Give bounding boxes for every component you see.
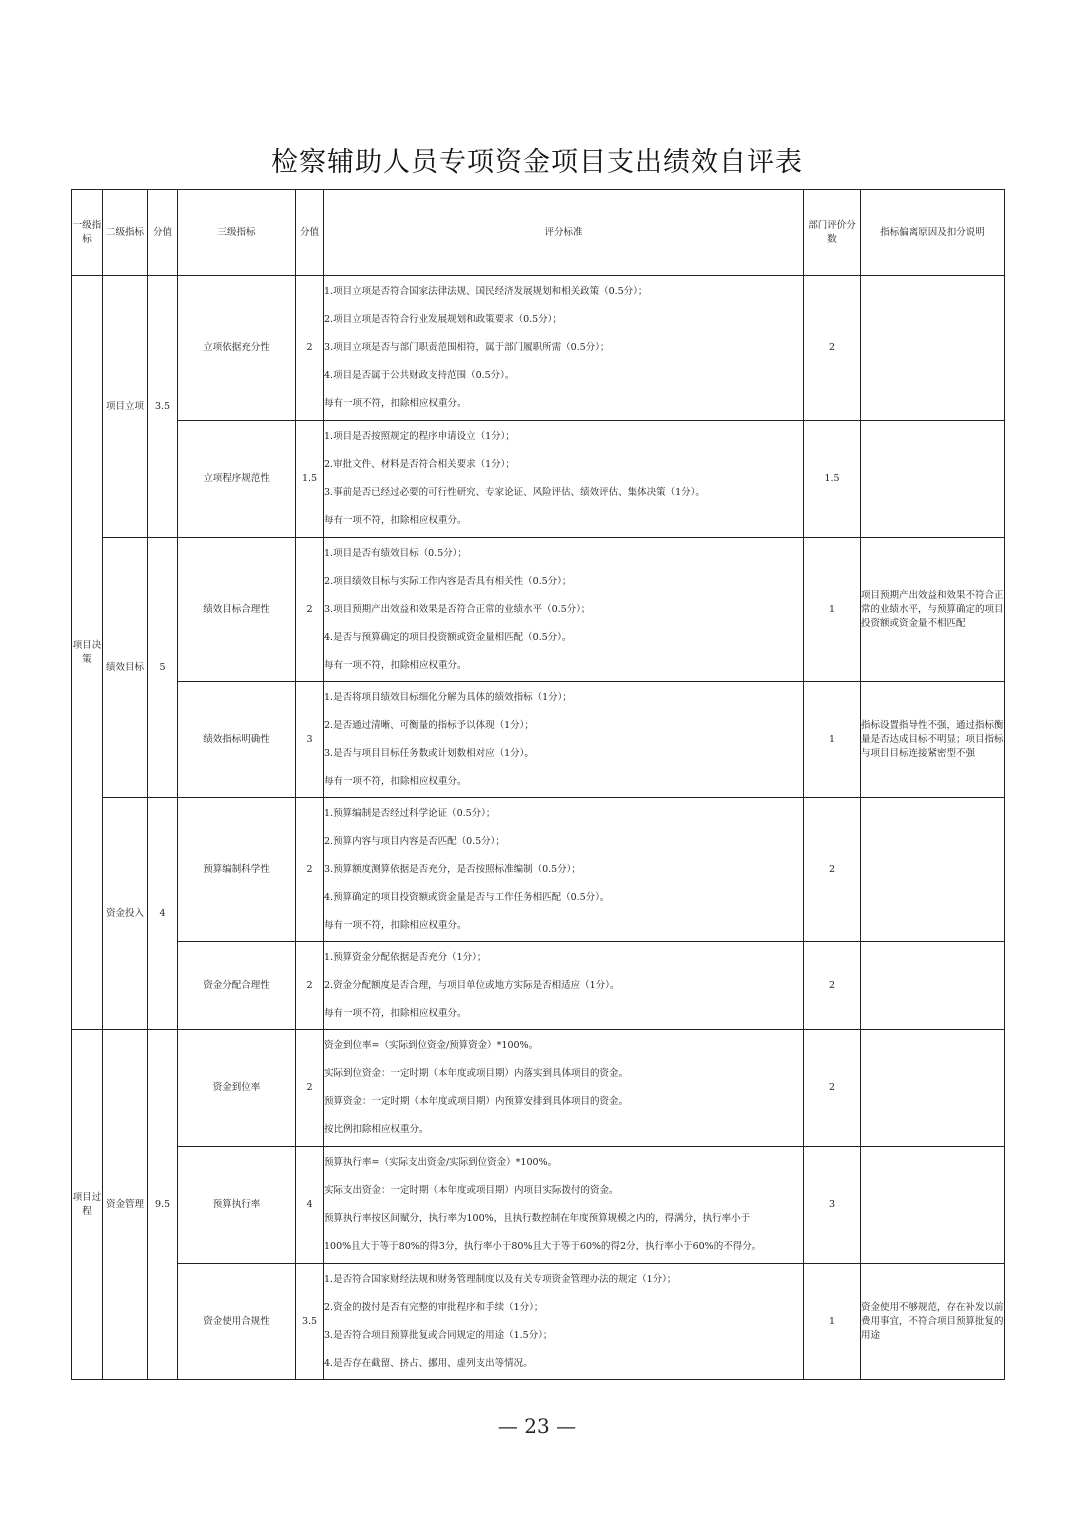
table-row (72, 798, 1005, 942)
criteria-cell (324, 1264, 804, 1380)
indicator-name: 资金使用合规性 (178, 1264, 296, 1380)
header-deviation: 指标偏离原因及扣分说明 (861, 190, 1005, 276)
criteria-line: 每有一项不符，扣除相应权重分。 (324, 515, 467, 526)
indicator-score: 2 (296, 798, 324, 942)
indicator-name: 绩效目标合理性 (178, 538, 296, 682)
deviation-note (861, 421, 1005, 538)
criteria-line: 1.项目是否按照规定的程序申请设立（1分）； (324, 431, 515, 442)
indicator-name: 预算执行率 (178, 1147, 296, 1264)
table-row (72, 1147, 1005, 1264)
criteria-line: 3.项目立项是否与部门职责范围相符，属于部门履职所需（0.5分）； (324, 342, 610, 353)
criteria-cell (324, 276, 804, 421)
indicator-score: 2 (296, 276, 324, 421)
criteria-line: 资金到位率=（实际到位资金/预算资金）*100%。 (324, 1040, 539, 1051)
indicator-name: 立项依据充分性 (178, 276, 296, 421)
criteria-line: 实际到位资金：一定时期（本年度或项目期）内落实到具体项目的资金。 (324, 1068, 629, 1079)
criteria-line: 2.预算内容与项目内容是否匹配（0.5分）； (324, 835, 505, 847)
indicator-score: 3 (296, 682, 324, 798)
indicator-score: 2 (296, 942, 324, 1030)
subgroup-score: 9.5 (148, 1030, 178, 1380)
indicator-name: 资金到位率 (178, 1030, 296, 1147)
criteria-line: 3.是否与项目目标任务数或计划数相对应（1分）。 (324, 747, 534, 759)
criteria-line: 2.资金分配额度是否合理，与项目单位或地方实际是否相适应（1分）。 (324, 979, 620, 991)
deviation-note (861, 942, 1005, 1030)
criteria-line: 3.是否符合项目预算批复或合同规定的用途（1.5分）； (324, 1329, 553, 1341)
indicator-score: 2 (296, 1030, 324, 1147)
indicator-score: 4 (296, 1147, 324, 1264)
dept-score: 2 (804, 276, 861, 421)
subgroup-score: 3.5 (148, 276, 178, 538)
criteria-line: 每有一项不符，扣除相应权重分。 (324, 398, 467, 409)
deviation-note (861, 1030, 1005, 1147)
criteria-line: 预算执行率按区间赋分，执行率为100%，且执行数控制在年度预算规模之内的，得满分，执行率小于 (324, 1213, 751, 1224)
criteria-line: 每有一项不符，扣除相应权重分。 (324, 1007, 467, 1019)
subgroup-label: 项目立项 (103, 276, 148, 538)
subgroup-score: 5 (148, 538, 178, 798)
header-level2: 二级指标 (103, 190, 148, 276)
criteria-line: 预算资金：一定时期（本年度或项目期）内预算安排到具体项目的资金。 (324, 1096, 629, 1107)
criteria-line: 实际支出资金：一定时期（本年度或项目期）内项目实际拨付的资金。 (324, 1185, 619, 1196)
header-score: 分值 (148, 190, 178, 276)
page-number: — 23 — (497, 1414, 577, 1438)
criteria-line: 4.项目是否属于公共财政支持范围（0.5分）。 (324, 370, 515, 381)
table-row (72, 942, 1005, 1030)
indicator-score: 2 (296, 538, 324, 682)
subgroup-label: 资金管理 (103, 1030, 148, 1380)
dept-score: 1 (804, 1264, 861, 1380)
page-title: 检察辅助人员专项资金项目支出绩效自评表 (271, 147, 803, 178)
group-label: 项目过程 (72, 1030, 103, 1380)
criteria-line: 100%且大于等于80%的得3分，执行率小于80%且大于等于60%的得2分，执行率小于60%的不得分。 (324, 1241, 762, 1252)
criteria-line: 3.事前是否已经过必要的可行性研究、专家论证、风险评估、绩效评估、集体决策（1分）。 (324, 487, 705, 498)
dept-score: 1.5 (804, 421, 861, 538)
indicator-name: 预算编制科学性 (178, 798, 296, 942)
criteria-line: 4.是否与预算确定的项目投资额或资金量相匹配（0.5分）。 (324, 631, 572, 643)
criteria-line: 1.项目是否有绩效目标（0.5分）； (324, 547, 467, 559)
deviation-note: 指标设置指导性不强，通过指标衡量是否达成目标不明显；项目指标与项目目标连接紧密型不强 (861, 682, 1005, 798)
header-criteria: 评分标准 (324, 190, 804, 276)
indicator-name: 资金分配合理性 (178, 942, 296, 1030)
deviation-note: 资金使用不够规范，存在补发以前费用事宜，不符合项目预算批复的用途 (861, 1264, 1005, 1380)
criteria-line: 预算执行率=（实际支出资金/实际到位资金）*100%。 (324, 1157, 558, 1168)
criteria-cell (324, 1147, 804, 1264)
criteria-line: 2.项目绩效目标与实际工作内容是否具有相关性（0.5分）； (324, 575, 572, 587)
deviation-note (861, 798, 1005, 942)
criteria-cell (324, 798, 804, 942)
group-label: 项目决策 (72, 276, 103, 1030)
subgroup-label: 资金投入 (103, 798, 148, 1030)
dept-score: 2 (804, 798, 861, 942)
table-row (72, 1030, 1005, 1147)
criteria-line: 按比例扣除相应权重分。 (324, 1124, 429, 1135)
table-row (72, 1264, 1005, 1380)
criteria-line: 4.预算确定的项目投资额或资金量是否与工作任务相匹配（0.5分）。 (324, 891, 610, 903)
criteria-line: 1.项目立项是否符合国家法律法规、国民经济发展规划和相关政策（0.5分）； (324, 286, 648, 297)
dept-score: 2 (804, 1030, 861, 1147)
indicator-score: 3.5 (296, 1264, 324, 1380)
criteria-line: 每有一项不符，扣除相应权重分。 (324, 775, 467, 787)
header-level3: 三级指标 (178, 190, 296, 276)
criteria-line: 2.资金的拨付是否有完整的审批程序和手续（1分）； (324, 1301, 544, 1313)
criteria-line: 1.预算编制是否经过科学论证（0.5分）； (324, 807, 496, 819)
criteria-cell (324, 942, 804, 1030)
table-row (72, 276, 1005, 421)
indicator-name: 立项程序规范性 (178, 421, 296, 538)
deviation-note: 项目预期产出效益和效果不符合正常的业绩水平，与预算确定的项目投资额或资金量不相匹配 (861, 538, 1005, 682)
criteria-line: 1.预算资金分配依据是否充分（1分）； (324, 951, 487, 963)
indicator-score: 1.5 (296, 421, 324, 538)
criteria-cell (324, 1030, 804, 1147)
deviation-note (861, 1147, 1005, 1264)
subgroup-score: 4 (148, 798, 178, 1030)
dept-score: 3 (804, 1147, 861, 1264)
dept-score: 1 (804, 538, 861, 682)
criteria-cell (324, 682, 804, 798)
header-row (72, 190, 1005, 276)
table-row (72, 421, 1005, 538)
table-row (72, 682, 1005, 798)
subgroup-label: 绩效目标 (103, 538, 148, 798)
dept-score: 1 (804, 682, 861, 798)
criteria-line: 4.是否存在截留、挤占、挪用、虚列支出等情况。 (324, 1357, 533, 1369)
header-dept-score: 部门评价分数 (804, 190, 861, 276)
header-level1: 一级指标 (72, 190, 103, 276)
criteria-cell (324, 538, 804, 682)
criteria-line: 每有一项不符，扣除相应权重分。 (324, 919, 467, 931)
table-row (72, 538, 1005, 682)
criteria-line: 2.项目立项是否符合行业发展规划和政策要求（0.5分）； (324, 314, 562, 325)
criteria-line: 2.审批文件、材料是否符合相关要求（1分）； (324, 459, 515, 470)
header-score3: 分值 (296, 190, 324, 276)
criteria-line: 2.是否通过清晰、可衡量的指标予以体现（1分）； (324, 719, 534, 731)
criteria-line: 3.预算额度测算依据是否充分，是否按照标准编制（0.5分）； (324, 863, 581, 875)
criteria-line: 3.项目预期产出效益和效果是否符合正常的业绩水平（0.5分）； (324, 603, 591, 615)
evaluation-table (71, 189, 1005, 1380)
criteria-line: 1.是否将项目绩效目标细化分解为具体的绩效指标（1分）； (324, 691, 572, 703)
criteria-cell (324, 421, 804, 538)
criteria-line: 1.是否符合国家财经法规和财务管理制度以及有关专项资金管理办法的规定（1分）； (324, 1273, 677, 1285)
deviation-note (861, 276, 1005, 421)
dept-score: 2 (804, 942, 861, 1030)
indicator-name: 绩效指标明确性 (178, 682, 296, 798)
criteria-line: 每有一项不符，扣除相应权重分。 (324, 659, 467, 671)
